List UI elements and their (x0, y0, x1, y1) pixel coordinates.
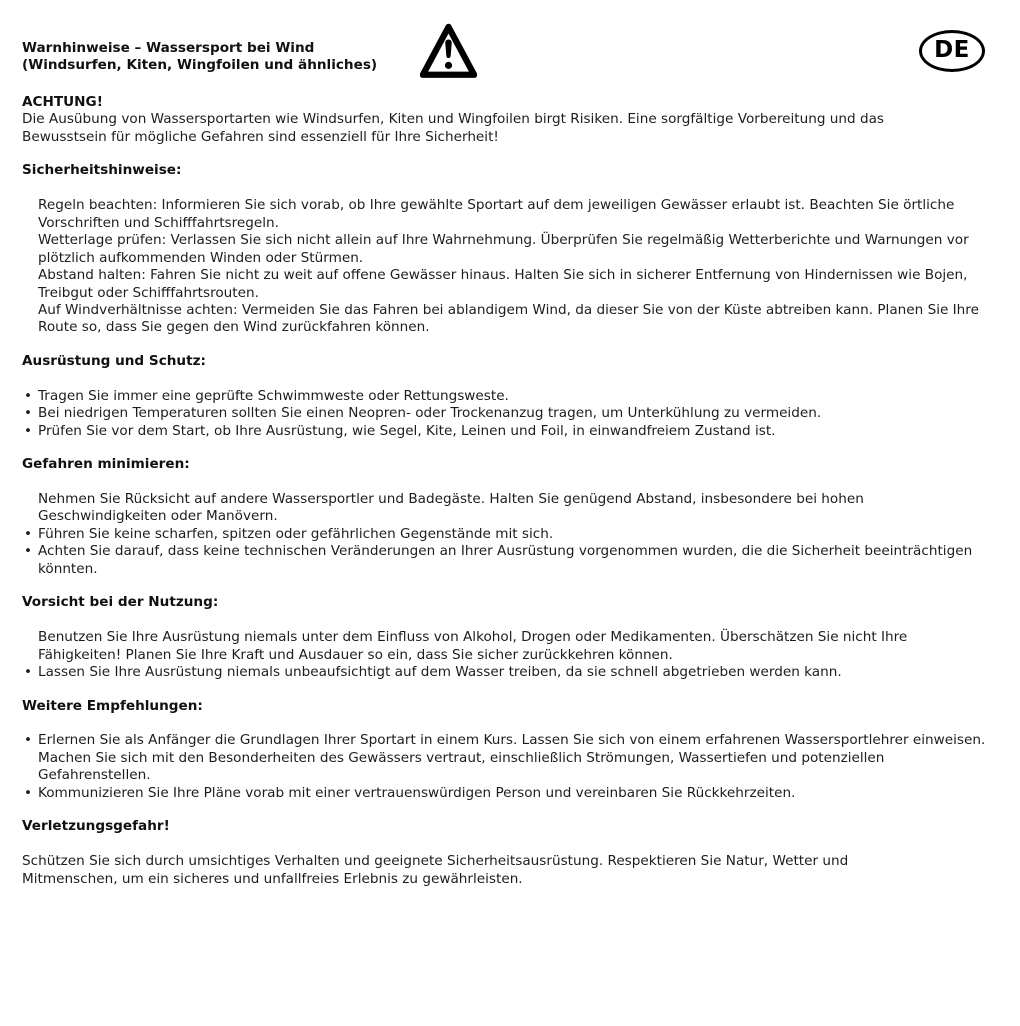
list-item (22, 785, 1000, 802)
bullet-icon: • (24, 732, 33, 749)
list-item (22, 423, 1000, 440)
paragraph: Schützen Sie sich durch umsichtiges Verhalten und geeignete Sicherheitsausrüstung. Respektieren Sie Natur, Wetter und Mitmenschen, um ein sicheres und unfallfreies Erlebnis zu gewährleisten. (22, 853, 849, 887)
section-heading: ACHTUNG! (22, 94, 103, 110)
section-items (22, 732, 1000, 802)
list-item (22, 405, 1000, 422)
section-gefahren-minimieren (22, 456, 1000, 578)
list-item-text: Achten Sie darauf, dass keine technischen Veränderungen an Ihrer Ausrüstung vorgenommen wurden, die die Sicherheit beeinträchtigen könnten. (38, 543, 973, 577)
list-item (22, 732, 1000, 749)
language-badge-label: DE (934, 37, 970, 64)
list-item (22, 232, 1000, 267)
section-items (22, 853, 1000, 888)
bullet-icon: • (24, 525, 33, 542)
bullet-icon: • (24, 543, 33, 560)
list-item (22, 543, 1000, 578)
section-heading: Sicherheitshinweise: (22, 162, 182, 179)
list-item-text: Wetterlage prüfen: Verlassen Sie sich nicht allein auf Ihre Wahrnehmung. Überprüfen Sie regelmäßig Wetterberichte und Warnungen vor plötzlich aufkommenden Winden oder Stürmen. (38, 232, 969, 266)
paragraph: Die Ausübung von Wassersportarten wie Windsurfen, Kiten und Wingfoilen birgt Risiken. Eine sorgfältige Vorbereitung und das Bewusstsein für mögliche Gefahren sind essenziell für Ihre Sicherheit! (22, 111, 885, 145)
section-vorsicht-bei-der-nutzung (22, 594, 1000, 681)
list-item (22, 388, 1000, 405)
bullet-icon: • (24, 422, 33, 439)
title-line-2: (Windsurfen, Kiten, Wingfoilen und ähnliches) (22, 57, 378, 74)
list-item-text: Nehmen Sie Rücksicht auf andere Wassersportler und Badegäste. Halten Sie genügend Abstand, insbesondere bei hohen Geschwindigkeiten oder Manövern. (38, 491, 864, 525)
bullet-icon: • (24, 664, 33, 681)
list-item (22, 197, 1000, 232)
document-body (22, 94, 1000, 888)
section-sicherheitshinweise (22, 162, 1000, 337)
list-item (22, 267, 1000, 302)
section-heading: Vorsicht bei der Nutzung: (22, 594, 219, 611)
section-items (22, 388, 1000, 440)
list-item-text: Auf Windverhältnisse achten: Vermeiden Sie das Fahren bei ablandigem Wind, da dieser Sie von der Küste abtreiben kann. Planen Sie Ihre Route so, dass Sie gegen den Wind zurückfahren können. (38, 301, 979, 336)
list-item-text: Erlernen Sie als Anfänger die Grundlagen Ihrer Sportart in einem Kurs. Lassen Sie sich von einem erfahrenen Wassersportlehrer einweisen. (38, 732, 986, 749)
list-item-text: Bei niedrigen Temperaturen sollten Sie einen Neopren- oder Trockenanzug tragen, um Unterkühlung zu vermeiden. (38, 405, 822, 422)
list-item-text: Tragen Sie immer eine geprüfte Schwimmweste oder Rettungsweste. (38, 387, 509, 404)
bullet-icon: • (24, 405, 33, 422)
list-item-text: Regeln beachten: Informieren Sie sich vorab, ob Ihre gewählte Sportart auf dem jeweiligen Gewässer erlaubt ist. Beachten Sie örtliche Vorschriften und Schifffahrtsregeln. (38, 197, 955, 231)
list-item-text: Lassen Sie Ihre Ausrüstung niemals unbeaufsichtigt auf dem Wasser treiben, da sie schnell abgetrieben werden kann. (38, 664, 842, 681)
title-line-1: Warnhinweise – Wassersport bei Wind (22, 40, 315, 56)
section-items (22, 491, 1000, 578)
list-item (22, 750, 1000, 785)
warning-triangle-icon (420, 21, 477, 83)
list-item-text: Benutzen Sie Ihre Ausrüstung niemals unter dem Einfluss von Alkohol, Drogen oder Medikamenten. Überschätzen Sie nicht Ihre Fähigkeiten! Planen Sie Ihre Kraft und Ausdauer so ein, dass Sie sicher zurückkehren können. (38, 629, 908, 663)
list-item-text: Abstand halten: Fahren Sie nicht zu weit auf offene Gewässer hinaus. Halten Sie sich in sicherer Entfernung von Hindernissen wie Bojen, Treibgut oder Schifffahrtsrouten. (38, 267, 968, 301)
bullet-icon: • (24, 784, 33, 801)
section-weitere-empfehlungen (22, 698, 1000, 803)
list-item (22, 526, 1000, 543)
section-achtung (22, 94, 1000, 146)
section-heading: Gefahren minimieren: (22, 456, 190, 473)
section-heading: Verletzungsgefahr! (22, 818, 170, 835)
list-item (22, 491, 1000, 526)
list-item-text: Machen Sie sich mit den Besonderheiten des Gewässers vertraut, einschließlich Strömungen, Wassertiefen und potenziellen Gefahrenstellen. (38, 749, 885, 784)
section-heading: Weitere Empfehlungen: (22, 697, 203, 714)
page-title (22, 37, 1000, 75)
list-item (22, 664, 1000, 681)
section-items (22, 111, 1000, 146)
section-items (22, 197, 1000, 337)
document-header (22, 37, 1000, 76)
list-item-text: Prüfen Sie vor dem Start, ob Ihre Ausrüstung, wie Segel, Kite, Leinen und Foil, in einwandfreiem Zustand ist. (38, 422, 776, 439)
language-badge (919, 30, 985, 72)
section-verletzungsgefahr (22, 818, 1000, 888)
list-item (22, 629, 1000, 664)
list-item-text: Führen Sie keine scharfen, spitzen oder gefährlichen Gegenstände mit sich. (38, 525, 554, 542)
list-item (22, 302, 1000, 337)
bullet-icon: • (24, 387, 33, 404)
section-heading: Ausrüstung und Schutz: (22, 352, 206, 369)
section-ausruestung-und-schutz (22, 353, 1000, 440)
list-item-text: Kommunizieren Sie Ihre Pläne vorab mit einer vertrauenswürdigen Person und vereinbaren Sie Rückkehrzeiten. (38, 784, 796, 801)
section-items (22, 629, 1000, 681)
